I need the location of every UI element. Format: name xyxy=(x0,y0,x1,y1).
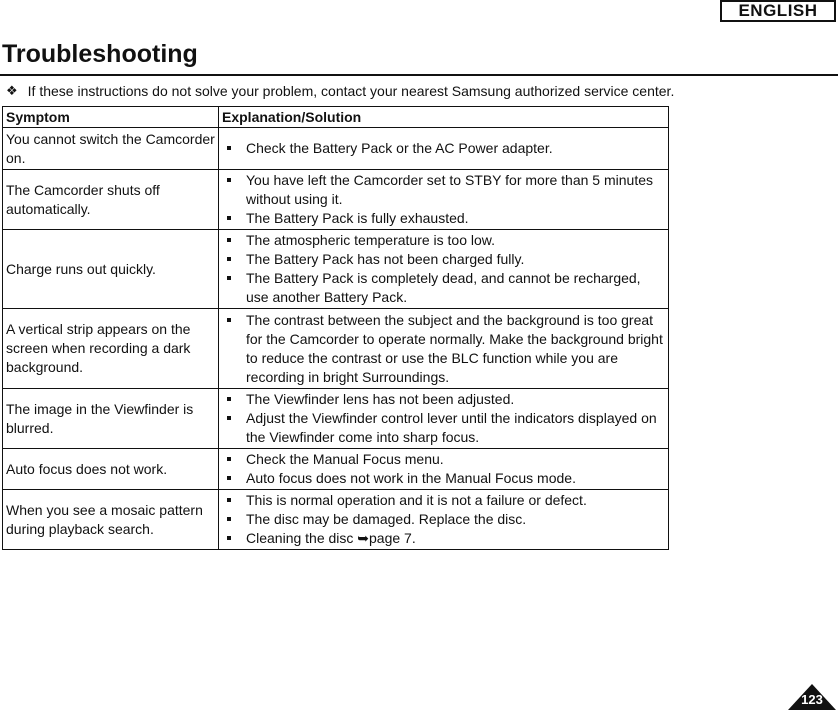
solution-cell xyxy=(219,490,669,550)
symptom-cell: You cannot switch the Camcorder on. xyxy=(3,128,219,170)
page-number-badge xyxy=(788,684,836,710)
solution-item: Auto focus does not work in the Manual Focus mode. xyxy=(222,469,665,488)
symptom-cell: A vertical strip appears on the screen when recording a dark background. xyxy=(3,309,219,389)
symptom-cell: Charge runs out quickly. xyxy=(3,230,219,309)
table-row xyxy=(3,170,669,230)
language-badge: ENGLISH xyxy=(720,0,836,22)
solution-item: The atmospheric temperature is too low. xyxy=(222,231,665,250)
solution-item: This is normal operation and it is not a failure or defect. xyxy=(222,491,665,510)
title-divider xyxy=(0,74,838,76)
intro-note xyxy=(6,83,674,99)
table-row xyxy=(3,309,669,389)
solution-item: The Viewfinder lens has not been adjusted. xyxy=(222,390,665,409)
symptom-cell: Auto focus does not work. xyxy=(3,449,219,490)
solution-cell xyxy=(219,170,669,230)
solution-cell xyxy=(219,389,669,449)
solution-item: The Battery Pack is fully exhausted. xyxy=(222,209,665,228)
table-row xyxy=(3,230,669,309)
solution-item: Check the Manual Focus menu. xyxy=(222,450,665,469)
solution-item: The contrast between the subject and the background is too great for the Camcorder to operate normally. Make the background bright to reduce the contrast or use the BLC function while you are recording in bright Surroundings. xyxy=(222,311,665,387)
solution-item: The Battery Pack has not been charged fully. xyxy=(222,250,665,269)
solution-item: Check the Battery Pack or the AC Power adapter. xyxy=(222,139,665,158)
table-row xyxy=(3,389,669,449)
page-number: 123 xyxy=(801,692,823,707)
solution-item: You have left the Camcorder set to STBY for more than 5 minutes without using it. xyxy=(222,171,665,209)
symptom-cell: The Camcorder shuts off automatically. xyxy=(3,170,219,230)
solution-item: The disc may be damaged. Replace the disc. xyxy=(222,510,665,529)
table-row xyxy=(3,449,669,490)
solution-cell xyxy=(219,309,669,389)
page-title: Troubleshooting xyxy=(2,40,198,68)
diamond-bullet-icon: ❖ xyxy=(6,83,18,98)
header-symptom: Symptom xyxy=(3,107,219,128)
troubleshooting-table xyxy=(2,106,669,550)
solution-item: Adjust the Viewfinder control lever until the indicators displayed on the Viewfinder come into sharp focus. xyxy=(222,409,665,447)
solution-cell xyxy=(219,230,669,309)
solution-item: Cleaning the disc ➥page 7. xyxy=(222,529,665,548)
solution-cell xyxy=(219,128,669,170)
solution-cell xyxy=(219,449,669,490)
symptom-cell: The image in the Viewfinder is blurred. xyxy=(3,389,219,449)
solution-item: The Battery Pack is completely dead, and cannot be recharged, use another Battery Pack. xyxy=(222,269,665,307)
table-row xyxy=(3,490,669,550)
intro-text: If these instructions do not solve your problem, contact your nearest Samsung authorized service center. xyxy=(27,83,675,99)
header-solution: Explanation/Solution xyxy=(219,107,669,128)
symptom-cell: When you see a mosaic pattern during playback search. xyxy=(3,490,219,550)
table-header-row xyxy=(3,107,669,128)
table-row xyxy=(3,128,669,170)
